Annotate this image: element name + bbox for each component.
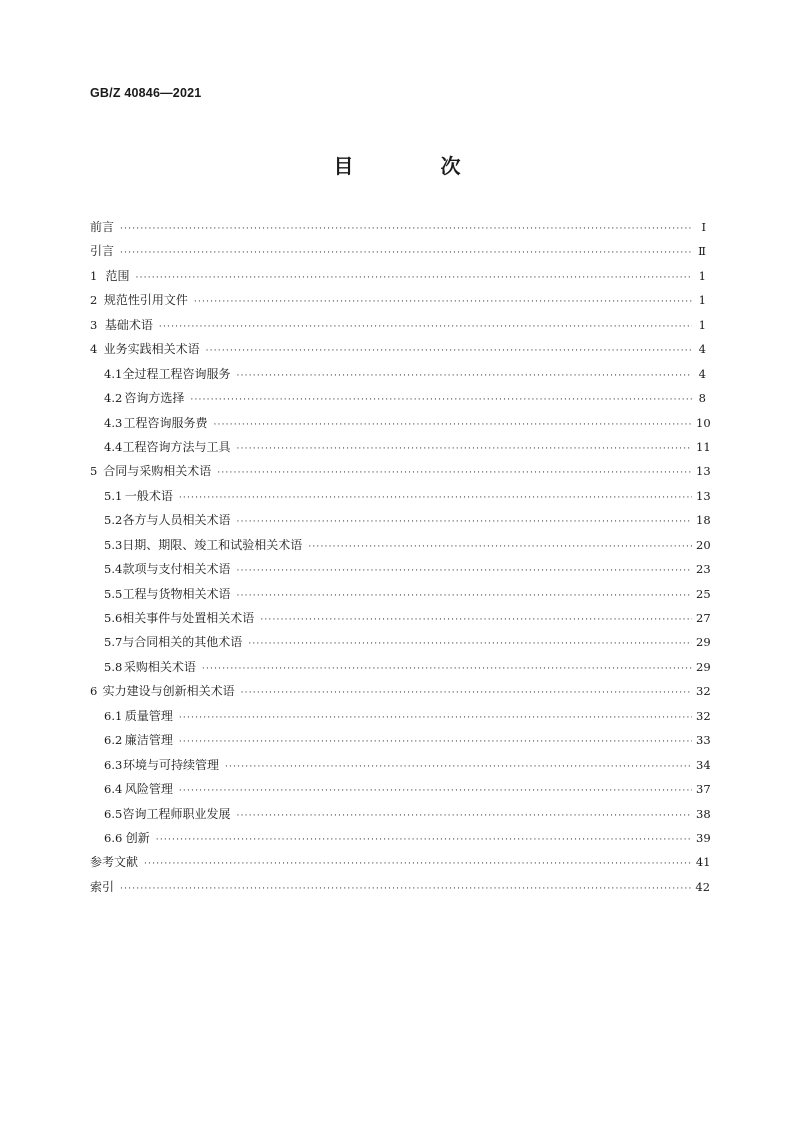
toc-entry-label: 索引 <box>90 879 115 894</box>
dot-leader <box>202 657 692 681</box>
toc-entry[interactable] <box>90 875 711 899</box>
toc-entry-page: 29 <box>696 635 711 650</box>
toc-entry[interactable] <box>90 582 711 606</box>
toc-entry-label: 相关事件与处置相关术语 <box>122 611 255 625</box>
toc-entry[interactable] <box>90 655 711 679</box>
toc-entry-label: 环境与可持续管理 <box>122 757 219 772</box>
dot-leader <box>225 755 692 779</box>
dot-leader <box>144 852 692 876</box>
toc-entry-page: 38 <box>696 806 711 821</box>
toc-entry-label: 创新 <box>125 830 150 845</box>
toc-entry-number: 3 <box>90 317 98 332</box>
toc-entry[interactable] <box>90 728 711 752</box>
toc-entry-page: 33 <box>696 733 711 748</box>
toc-entry-page: 41 <box>695 855 711 870</box>
toc-entry-number: 6.2 <box>104 733 123 748</box>
toc-entry-number: 5.3 <box>104 537 123 552</box>
toc-entry-label: 引言 <box>90 244 115 259</box>
toc-entry[interactable] <box>90 606 711 630</box>
toc-entry-number: 4.1 <box>104 366 123 381</box>
toc-entry-page: 32 <box>696 708 711 723</box>
toc-entry-number: 5.6 <box>104 611 123 625</box>
toc-entry-page: 4 <box>698 366 706 381</box>
toc-entry[interactable] <box>90 753 711 777</box>
toc-entry-number: 6.1 <box>104 708 123 723</box>
dot-leader <box>194 290 692 314</box>
dot-leader <box>179 706 692 730</box>
toc-entry-page: 8 <box>698 391 706 406</box>
toc-entry-number: 4.2 <box>104 391 123 406</box>
dot-leader <box>237 437 692 461</box>
dot-leader <box>260 608 692 632</box>
toc-entry-page: 1 <box>698 317 706 332</box>
toc-entry-number: 6.6 <box>104 830 123 845</box>
dot-leader <box>206 339 692 363</box>
toc-entry-label: 工程咨询服务费 <box>123 415 208 430</box>
toc-entry-label: 风险管理 <box>124 782 173 797</box>
toc-entry-page: 10 <box>696 415 711 430</box>
toc-entry-label: 与合同相关的其他术语 <box>122 635 243 650</box>
toc-entry-label: 范围 <box>105 268 130 283</box>
toc-entry-page: Ⅱ <box>698 244 706 259</box>
dot-leader <box>179 779 692 803</box>
dot-leader <box>237 584 692 608</box>
toc-entry-label: 一般术语 <box>124 488 173 503</box>
dot-leader <box>237 559 692 583</box>
toc-entry-page: 29 <box>696 659 711 674</box>
toc-entry-number: 5.4 <box>104 562 123 577</box>
toc-entry-label: 日期、期限、竣工和试验相关术语 <box>122 537 303 552</box>
dot-leader <box>237 510 692 534</box>
toc-entry-number: 5 <box>90 464 98 479</box>
toc-entry[interactable] <box>90 459 711 483</box>
standard-code: GB/Z 40846—2021 <box>90 86 202 100</box>
toc-entry[interactable] <box>90 533 711 557</box>
toc-entry-label: 规范性引用文件 <box>103 293 188 308</box>
toc-entry-number: 5.8 <box>104 659 123 674</box>
toc-entry-number: 5.5 <box>104 586 123 601</box>
toc-entry-page: 34 <box>696 757 711 772</box>
toc-entry-page: 42 <box>695 879 711 894</box>
toc-entry-page: 32 <box>696 684 711 699</box>
toc-entry-page: 13 <box>696 464 711 479</box>
toc-entry-label: 合同与采购相关术语 <box>103 464 212 479</box>
toc-entry[interactable] <box>90 411 711 435</box>
toc-entry-label: 咨询方选择 <box>124 391 185 406</box>
toc-entry[interactable] <box>90 802 711 826</box>
toc-entry-page: 13 <box>696 488 711 503</box>
toc-entry-number: 2 <box>90 293 98 308</box>
table-of-contents <box>90 215 711 899</box>
toc-entry[interactable] <box>90 508 711 532</box>
toc-entry-label: 款项与支付相关术语 <box>122 562 231 577</box>
toc-entry-page: 11 <box>696 439 711 454</box>
toc-entry[interactable] <box>90 313 706 337</box>
toc-entry[interactable] <box>90 288 706 312</box>
toc-entry-label: 咨询工程师职业发展 <box>122 806 231 821</box>
toc-entry-number: 4.4 <box>104 439 123 454</box>
dot-leader <box>237 364 692 388</box>
toc-entry-label: 基础术语 <box>104 317 153 332</box>
toc-entry[interactable] <box>90 386 706 410</box>
dot-leader <box>237 804 692 828</box>
toc-entry-number: 4 <box>90 342 98 357</box>
toc-entry-page: 37 <box>696 782 711 797</box>
toc-entry-page: 18 <box>696 513 711 528</box>
dot-leader <box>213 413 692 437</box>
toc-entry-label: 实力建设与创新相关术语 <box>102 684 235 699</box>
dot-leader <box>156 828 692 852</box>
toc-entry[interactable] <box>90 704 711 728</box>
toc-entry[interactable] <box>90 264 706 288</box>
toc-entry-number: 4.3 <box>104 415 123 430</box>
toc-entry-label: 全过程工程咨询服务 <box>122 366 231 381</box>
toc-entry-label: 前言 <box>90 220 115 234</box>
toc-entry-number: 5.2 <box>104 513 123 528</box>
toc-entry[interactable] <box>90 484 711 508</box>
toc-entry-page: 4 <box>698 342 706 357</box>
toc-entry-label: 参考文献 <box>90 855 139 870</box>
toc-entry[interactable] <box>90 826 711 850</box>
toc-entry[interactable] <box>90 850 711 874</box>
toc-entry-number: 6.5 <box>104 806 123 821</box>
dot-leader <box>179 730 692 754</box>
toc-entry[interactable] <box>90 777 711 801</box>
dot-leader <box>120 241 692 265</box>
dot-leader <box>159 315 692 339</box>
toc-entry-page: 27 <box>696 611 711 625</box>
toc-entry-number: 6.3 <box>104 757 123 772</box>
toc-entry-page: 25 <box>696 586 711 601</box>
toc-entry-label: 各方与人员相关术语 <box>122 513 231 528</box>
dot-leader <box>190 388 692 412</box>
toc-entry-number: 6.4 <box>104 782 123 797</box>
dot-leader <box>241 681 692 705</box>
toc-entry[interactable] <box>90 362 706 386</box>
dot-leader <box>136 266 692 290</box>
toc-entry-label: 工程咨询方法与工具 <box>122 439 231 454</box>
toc-entry-page: 1 <box>698 268 706 283</box>
toc-entry-label: 工程与货物相关术语 <box>122 586 231 601</box>
toc-entry[interactable] <box>90 679 711 703</box>
toc-entry-page: 1 <box>698 293 706 308</box>
toc-entry-label: 廉洁管理 <box>124 733 173 748</box>
toc-entry-page: 39 <box>696 830 711 845</box>
page-title: 目 次 <box>333 154 501 178</box>
dot-leader <box>217 461 692 485</box>
toc-entry[interactable] <box>90 215 706 239</box>
dot-leader <box>248 632 692 656</box>
toc-entry[interactable] <box>90 435 711 459</box>
toc-entry[interactable] <box>90 630 711 654</box>
toc-entry-number: 5.1 <box>104 488 123 503</box>
toc-entry-page: Ⅰ <box>701 220 706 234</box>
toc-entry[interactable] <box>90 337 706 361</box>
toc-entry-number: 1 <box>90 268 98 283</box>
toc-entry[interactable] <box>90 239 706 263</box>
toc-entry-label: 质量管理 <box>124 708 173 723</box>
toc-entry[interactable] <box>90 557 711 581</box>
toc-entry-number: 6 <box>90 684 98 699</box>
toc-entry-label: 采购相关术语 <box>123 659 196 674</box>
toc-entry-label: 业务实践相关术语 <box>103 342 200 357</box>
dot-leader <box>120 217 692 241</box>
dot-leader <box>179 486 692 510</box>
toc-entry-number: 5.7 <box>104 635 123 650</box>
dot-leader <box>120 877 691 901</box>
toc-entry-page: 20 <box>696 537 711 552</box>
toc-entry-page: 23 <box>696 562 711 577</box>
dot-leader <box>308 535 692 559</box>
